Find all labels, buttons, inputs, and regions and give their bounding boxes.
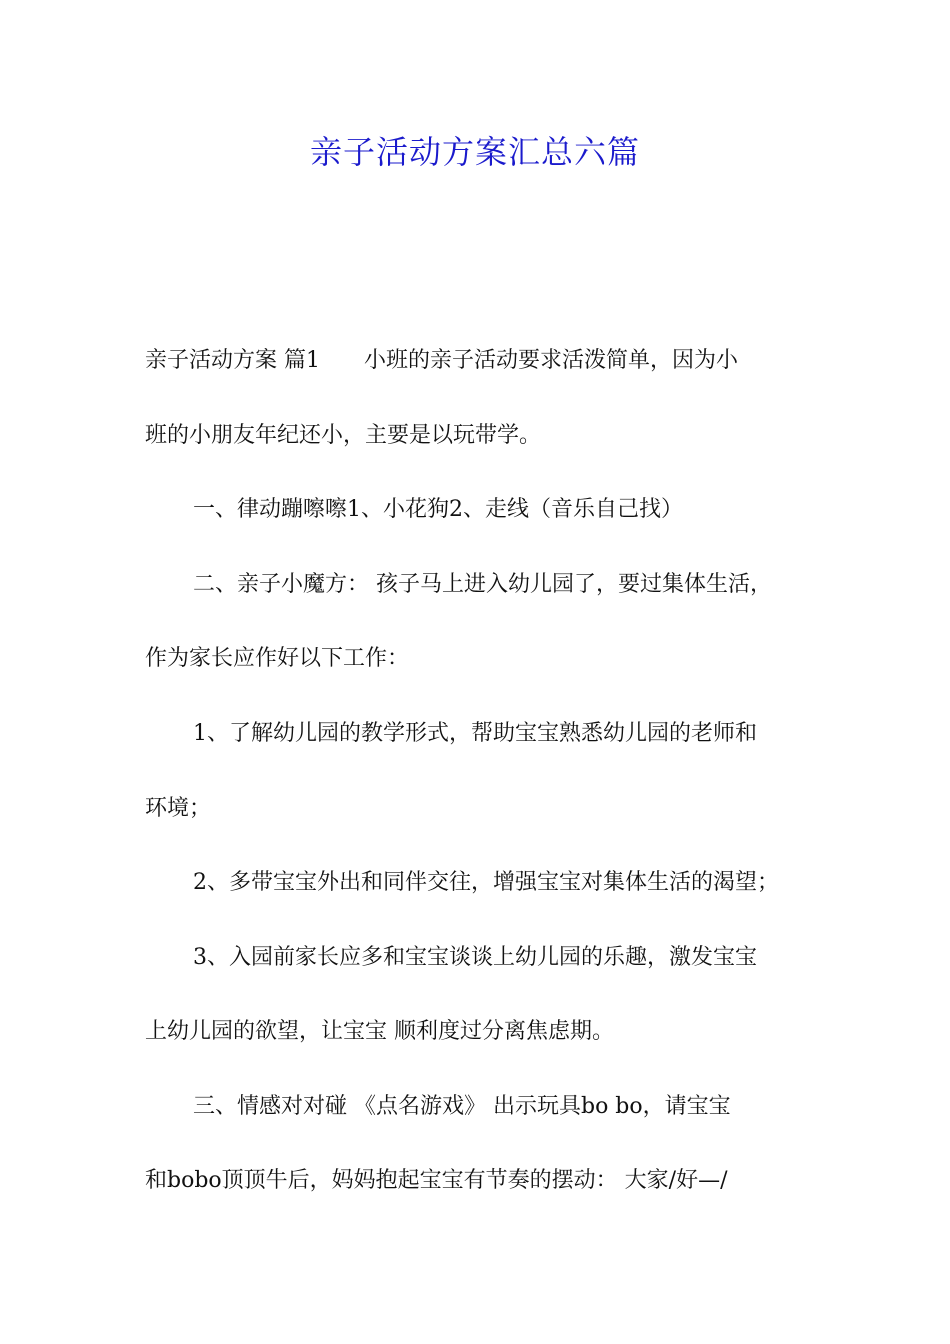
paragraph-line: 和bobo顶顶牛后，妈妈抱起宝宝有节奏的摆动： 大家/好—/ — [145, 1168, 728, 1193]
paragraph-line: 二、亲子小魔方： 孩子马上进入幼儿园了，要过集体生活， — [193, 572, 772, 597]
paragraph-line: 环境； — [145, 796, 212, 821]
paragraph-line: 3、入园前家长应多和宝宝谈谈上幼儿园的乐趣，激发宝宝 — [193, 945, 757, 970]
paragraph-line: 作为家长应作好以下工作： — [145, 646, 410, 671]
paragraph-line: 2、多带宝宝外出和同伴交往，增强宝宝对集体生活的渴望； — [193, 870, 779, 895]
document-title: 亲子活动方案汇总六篇 — [309, 133, 640, 171]
paragraph-line: 三、情感对对碰 《点名游戏》 出示玩具bo bo，请宝宝 — [193, 1094, 731, 1119]
paragraph-line: 一、律动蹦嚓嚓1、小花狗2、走线（音乐自己找） — [193, 497, 683, 522]
paragraph-line: 亲子活动方案 篇1 小班的亲子活动要求活泼简单，因为小 — [145, 348, 738, 373]
paragraph-line: 班的小朋友年纪还小，主要是以玩带学。 — [145, 423, 542, 448]
paragraph-line: 1、了解幼儿园的教学形式，帮助宝宝熟悉幼儿园的老师和 — [193, 721, 757, 746]
paragraph-line: 上幼儿园的欲望，让宝宝 顺利度过分离焦虑期。 — [145, 1019, 614, 1044]
